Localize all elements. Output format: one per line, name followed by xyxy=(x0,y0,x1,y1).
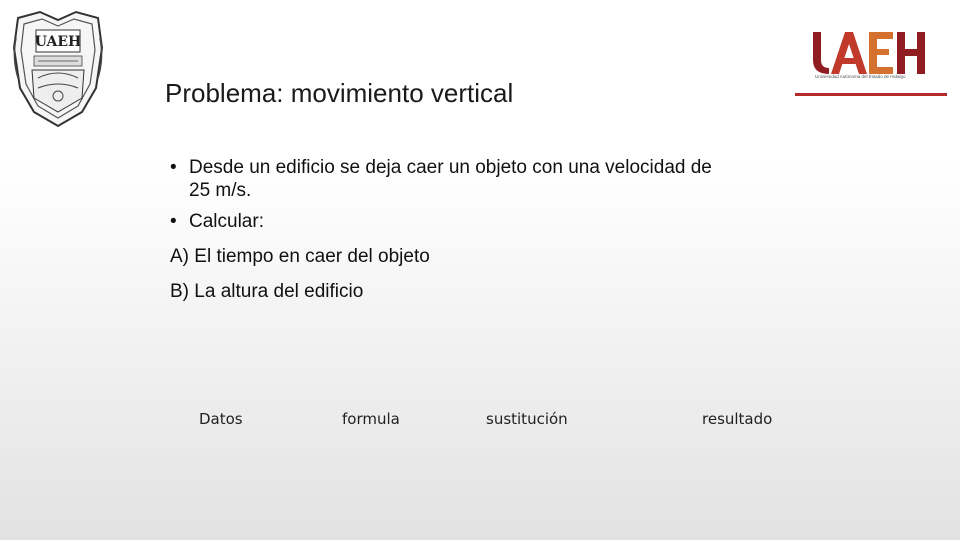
problem-statement xyxy=(170,156,730,311)
bullet-item xyxy=(170,210,730,233)
column-resultado: resultado xyxy=(702,410,773,428)
item-a: A) El tiempo en caer del objeto xyxy=(170,246,430,267)
item-b: B) La altura del edificio xyxy=(170,281,364,302)
page-title: Problema: movimiento vertical xyxy=(165,78,514,108)
seal-text: UAEH xyxy=(34,34,82,50)
brand-divider xyxy=(795,93,947,96)
bullet-text: Calcular: xyxy=(189,211,264,232)
column-datos: Datos xyxy=(199,410,243,428)
uaeh-brand-logo xyxy=(795,28,947,100)
brand-caption: Universidad Autónoma del Estado de Hidalgo xyxy=(815,74,906,79)
university-seal-logo xyxy=(10,8,106,128)
column-sustitucion: sustitución xyxy=(486,410,568,428)
bullet-text: Desde un edificio se deja caer un objeto con una velocidad de 25 m/s. xyxy=(189,157,712,201)
bullet-item xyxy=(170,156,730,202)
uaeh-wordmark xyxy=(811,28,929,76)
bullet-glyph: • xyxy=(170,211,177,232)
bullet-glyph: • xyxy=(170,157,177,178)
solution-columns xyxy=(0,410,960,434)
column-formula: formula xyxy=(342,410,400,428)
